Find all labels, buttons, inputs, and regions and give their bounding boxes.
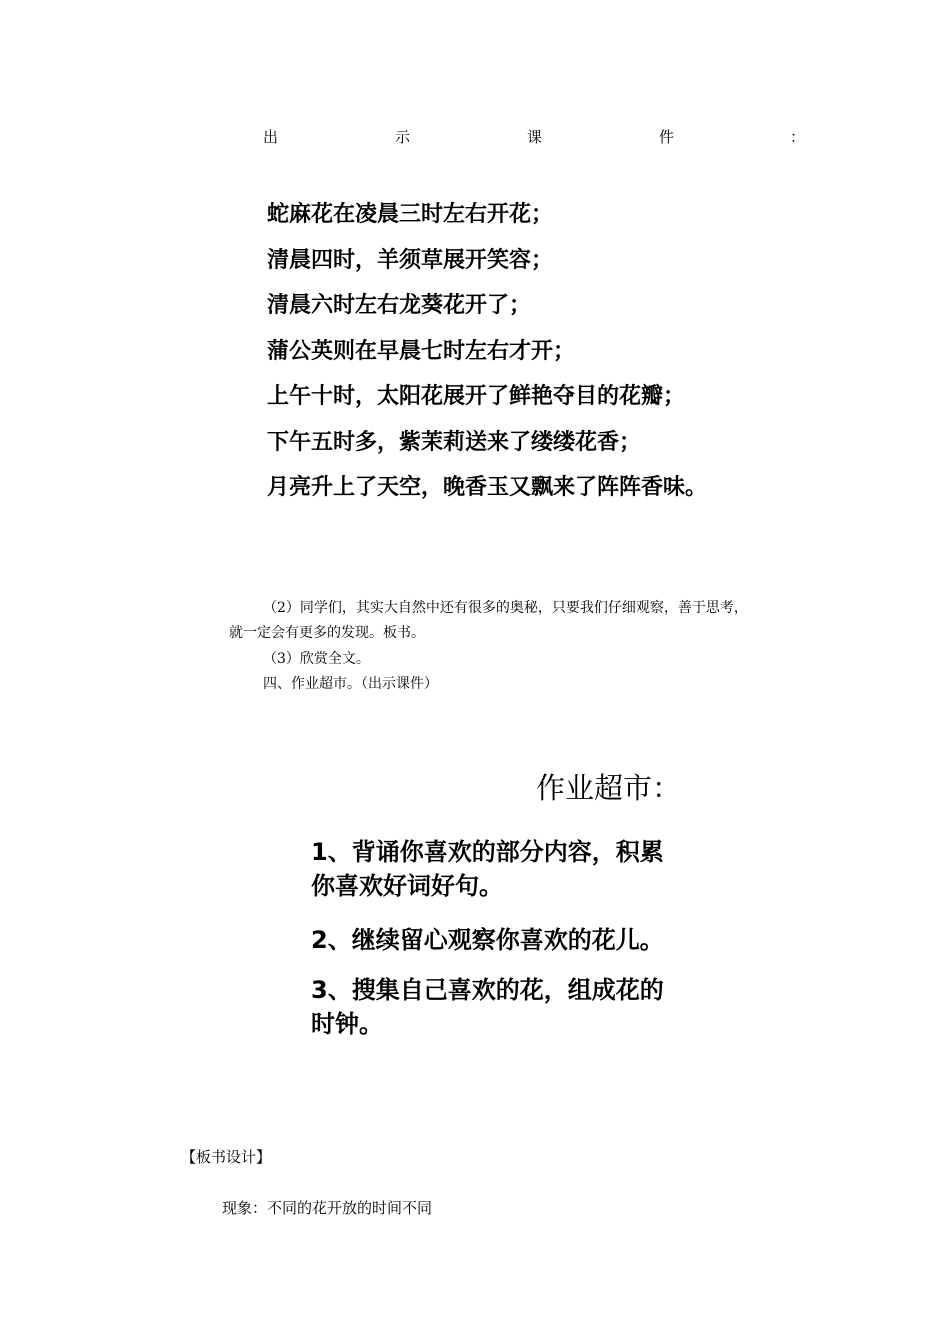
homework-item-3-line-1: 3、搜集自己喜欢的花，组成花的 bbox=[311, 976, 664, 1004]
flower-line: 清晨六时左右龙葵花开了； bbox=[267, 293, 532, 318]
flower-line: 蒲公英则在早晨七时左右才开； bbox=[267, 338, 576, 364]
paragraph-2-line-1: （2）同学们，其实大自然中还有很多的奥秘，只要我们仔细观察，善于思考， bbox=[263, 600, 748, 616]
section-4-heading: 四、作业超市。（出示课件） bbox=[263, 676, 438, 692]
board-design-phenomenon: 现象：不同的花开放的时间不同 bbox=[222, 1199, 433, 1217]
flower-line: 清晨四时，羊须草展开笑容； bbox=[267, 247, 554, 273]
slide-prompt-header bbox=[0, 127, 950, 149]
header-char: 件 bbox=[659, 128, 675, 146]
flower-line: 月亮升上了天空，晚香玉又飘来了阵阵香味。 bbox=[267, 475, 708, 500]
board-design-heading: 【板书设计】 bbox=[181, 1148, 272, 1166]
homework-item-1-line-2: 你喜欢好词好句。 bbox=[311, 872, 503, 900]
paragraph-2-line-2: 就一定会有更多的发现。板书。 bbox=[229, 625, 425, 641]
homework-title: 作业超市： bbox=[536, 771, 682, 805]
homework-item-2: 2、继续留心观察你喜欢的花儿。 bbox=[311, 926, 664, 954]
flower-line: 上午十时，太阳花展开了鲜艳夺目的花瓣； bbox=[267, 384, 686, 409]
homework-item-1-line-1: 1、背诵你喜欢的部分内容，积累 bbox=[311, 838, 664, 866]
flower-line: 蛇麻花在凌晨三时左右开花； bbox=[267, 202, 554, 227]
header-char: ： bbox=[790, 128, 806, 146]
flower-line: 下午五时多，紫茉莉送来了缕缕花香； bbox=[267, 429, 642, 455]
homework-item-3-line-2: 时钟。 bbox=[311, 1010, 383, 1038]
flower-time-slide bbox=[267, 192, 707, 511]
header-char: 出 bbox=[263, 128, 279, 146]
header-char: 课 bbox=[527, 128, 543, 146]
paragraph-3: （3）欣赏全文。 bbox=[263, 651, 370, 667]
header-char: 示 bbox=[395, 128, 411, 146]
